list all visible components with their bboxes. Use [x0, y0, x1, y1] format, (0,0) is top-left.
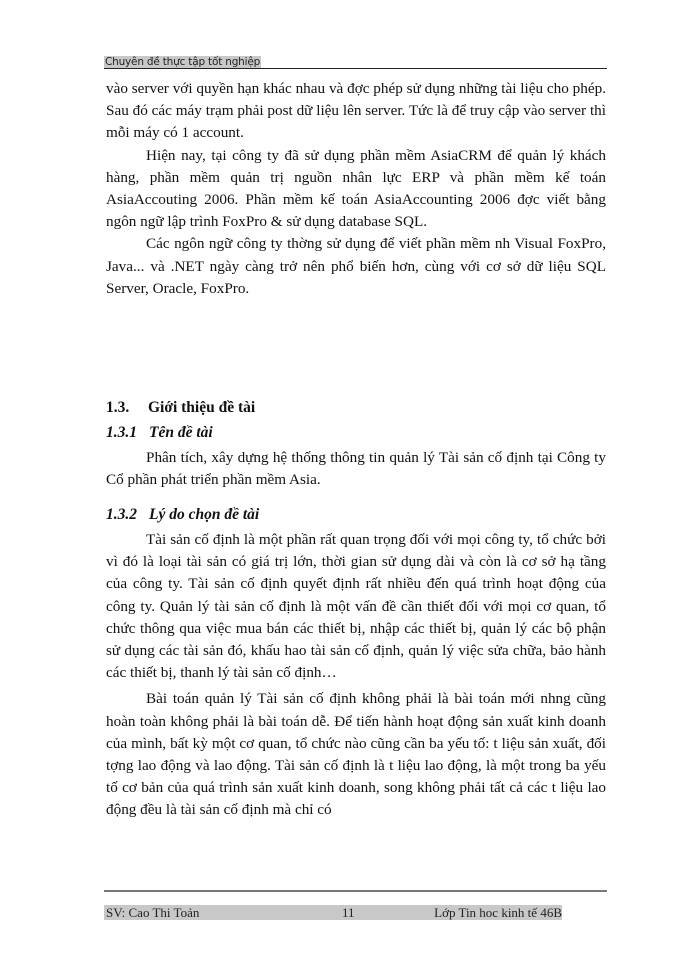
page-number: 11: [342, 905, 355, 920]
header-title: Chuyên đề thực tập tốt nghiệp: [105, 56, 261, 68]
paragraph-continuation: vào server với quyền hạn khác nhau và đợc phép sử dụng những tài liệu cho phép. Sau đó các máy trạm phải post dữ liệu lên server. Tức là để truy cập vào server thì mỗi máy có 1 account.: [106, 80, 606, 142]
paragraph-reason-2: Bài toán quản lý Tài sản cố định không phải là bài toán mới nhng cũng hoàn toàn không phải là bài toán dễ. Để tiến hành hoạt động sản xuất kinh doanh của mình, bất kỳ một cơ quan, tổ chức nào cũng cần ba yếu tố: t liệu sản xuất, đối tợng lao động và lao động. Tài sản cố định là t liệu lao động, là một trong ba yếu tố cơ bản của quá trình sản xuất kinh doanh, song không phải tất cả các t liệu lao động đều là tài sản cố định mà chỉ có: [106, 690, 606, 819]
subsection-heading-1: [106, 423, 213, 443]
paragraph-reason-1: Tài sản cố định là một phần rất quan trọng đối với mọi công ty, tổ chức bởi vì đó là loại tài sản có giá trị lớn, thời gian sử dụng dài và còn là cơ sở hạ tầng của công ty. Tài sản cố định quyết định rất nhiều đến quá trình hoạt động của công ty. Quản lý tài sản cố định là một vấn đề cần thiết đối với mọi cơ quan, tổ chức thông qua việc mua bán các thiết bị, nhập các thiết bị, quản lý các bộ phận sử dụng các tài sản đó, khấu hao tài sản cố định, quản lý việc sửa chữa, bảo hành các thiết bị, thanh lý tài sản cố định…: [106, 531, 606, 682]
reason-text-block: [106, 529, 606, 822]
subsection-title-2: Lý do chọn đề tài: [149, 506, 260, 523]
running-header: [104, 52, 607, 69]
subsection-number-1: 1.3.1: [106, 424, 137, 441]
paragraph-topic-name: Phân tích, xây dựng hệ thống thông tin quản lý Tài sản cố định tại Công ty Cổ phần phát triển phần mềm Asia.: [106, 449, 606, 489]
footer-divider: [104, 890, 607, 892]
section-title: Giới thiệu đề tài: [148, 399, 256, 416]
subsection-number-2: 1.3.2: [106, 506, 137, 523]
paragraph-languages: Các ngôn ngữ công ty thờng sử dụng để viết phần mềm nh Visual FoxPro, Java... và .NET ngày càng trở nên phổ biến hơn, cùng với cơ sở dữ liệu SQL Server, Oracle, FoxPro.: [106, 235, 606, 297]
topic-name-block: [106, 447, 606, 491]
section-number: 1.3.: [106, 399, 130, 416]
intro-text-block: [106, 78, 606, 300]
running-footer: [104, 905, 562, 920]
subsection-title-1: Tên đề tài: [149, 424, 213, 441]
section-heading: [106, 398, 255, 418]
paragraph-software: Hiện nay, tại công ty đã sử dụng phần mềm AsiaCRM để quản lý khách hàng, phần mềm quản trị nguồn nhân lực ERP và phần mềm kế toán AsiaAccouting 2006. Phần mềm kế toán AsiaAccounting 2006 đợc viết bằng ngôn ngữ lập trình FoxPro & sử dụng database SQL.: [106, 146, 606, 231]
footer-class: Lớp Tin hoc kinh tế 46B: [434, 905, 562, 920]
footer-student: SV: Cao Thi Toản: [106, 905, 200, 920]
subsection-heading-2: [106, 505, 259, 525]
